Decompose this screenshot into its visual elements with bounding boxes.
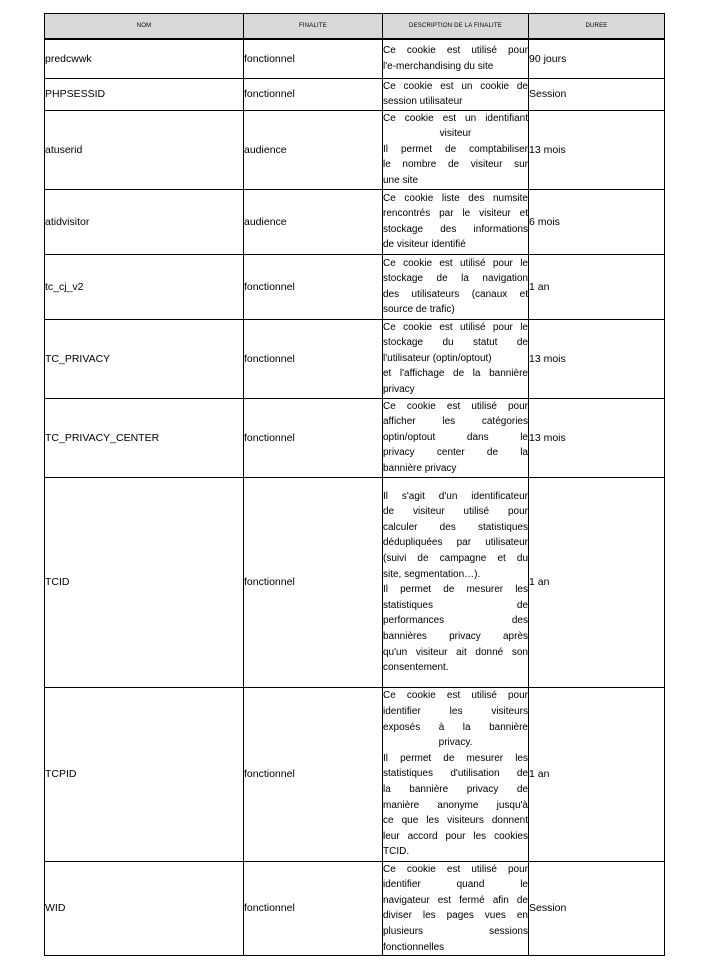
description-line: plusieurs sessions [383,926,528,938]
cookie-description-cell [383,319,529,398]
table-header-row [45,14,665,40]
description-line: l'e-merchandising du site [383,60,494,72]
cookie-description-cell [383,398,529,477]
table-row [45,477,665,687]
description-line: Il permet de mesurer les [383,752,528,764]
header-description: DESCRIPTION DE LA FINALITE [383,14,529,40]
description-line: identifier quand le [383,879,528,891]
description-line: Ce cookie est utilisé pour [383,400,528,412]
description-line: le nombre de visiteur sur [383,159,528,171]
description-line: leur accord pour les cookies [383,830,528,842]
table-row [45,189,665,254]
cookie-name-cell: TCID [45,477,244,687]
description-line: visiteur [439,128,472,140]
description-line: TCID. [383,846,410,858]
cookie-name-cell: PHPSESSID [45,78,244,110]
description-line: de visiteur utilisé pour [383,506,528,518]
cookie-description-cell [383,39,529,78]
description-line: fonctionnelles [383,941,445,953]
description-line: bannières privacy après [383,630,528,642]
cookie-duration-cell: Session [529,78,665,110]
cookie-name-cell: atidvisitor [45,189,244,254]
description-line: site, segmentation…). [383,568,481,580]
description-line: Ce cookie est utilisé pour [383,690,528,702]
cookie-name-cell: predcwwk [45,39,244,78]
description-line: Il permet de mesurer les [383,584,528,596]
header-nom: NOM [45,14,244,40]
cookie-description-cell [383,477,529,687]
cookie-duration-cell: 13 mois [529,110,665,189]
description-line: Ce cookie est utilisé pour [383,45,528,57]
table-row [45,687,665,861]
description-line: afficher les catégories [383,416,528,428]
description-line: consentement. [383,662,449,674]
description-line: stockage des informations [383,223,528,235]
cookie-duration-cell: 90 jours [529,39,665,78]
description-line: l'utilisateur (optin/optout) [383,352,492,364]
description-line: performances des [383,615,528,627]
cookie-purpose-cell: fonctionnel [244,319,383,398]
header-finalite: FINALITE [244,14,383,40]
cookie-description-cell [383,110,529,189]
description-line: exposés à la bannière [383,721,528,733]
description-line: statistiques d'utilisation de [383,768,528,780]
cookie-name-cell: TCPID [45,687,244,861]
table-row [45,110,665,189]
cookie-description-cell [383,861,529,956]
description-line: qu'un visiteur ait donné son [383,646,528,658]
description-line: bannière privacy [383,463,457,475]
description-line: de visiteur identifié [383,239,466,251]
description-line: navigateur est fermé afin de [383,894,528,906]
table-row [45,398,665,477]
cookie-duration-cell: 13 mois [529,398,665,477]
cookie-purpose-cell: audience [244,189,383,254]
table-row [45,861,665,956]
description-line: source de trafic) [383,304,455,316]
header-duree: DUREE [529,14,665,40]
description-line: Ce cookie est un identifiant [383,112,528,124]
cookie-duration-cell: Session [529,861,665,956]
description-line: Il permet de comptabiliser [383,143,528,155]
cookie-name-cell: TC_PRIVACY_CENTER [45,398,244,477]
description-line: stockage du statut de [383,337,528,349]
description-line: privacy [383,384,415,396]
cookie-duration-cell: 1 an [529,477,665,687]
description-line: dédupliquées par utilisateur [383,537,528,549]
description-line: Il s'agit d'un identificateur [383,490,528,502]
cookie-purpose-cell: fonctionnel [244,254,383,319]
cookie-name-cell: tc_cj_v2 [45,254,244,319]
cookie-purpose-cell: fonctionnel [244,687,383,861]
cookie-name-cell: TC_PRIVACY [45,319,244,398]
table-row [45,319,665,398]
description-line: identifier les visiteurs [383,705,528,717]
description-line: optin/optout dans le [383,431,528,443]
description-line: et l'affichage de la bannière [383,368,528,380]
cookie-purpose-cell: fonctionnel [244,477,383,687]
description-line: Ce cookie est un cookie de [383,80,528,92]
description-line: ce que les visiteurs donnent [383,815,528,827]
table-row [45,39,665,78]
cookie-purpose-cell: fonctionnel [244,861,383,956]
cookie-duration-cell: 13 mois [529,319,665,398]
cookie-description-cell [383,78,529,110]
table-row [45,254,665,319]
cookie-description-cell [383,189,529,254]
description-line: la bannière privacy de [383,783,528,795]
description-line: Ce cookie est utilisé pour le [383,321,528,333]
description-line: (suivi de campagne et du [383,552,528,564]
cookie-duration-cell: 1 an [529,254,665,319]
cookie-purpose-cell: fonctionnel [244,39,383,78]
description-line: calculer des statistiques [383,521,528,533]
description-line: Ce cookie liste des numsite [383,192,528,204]
table-body [45,39,665,956]
description-line: session utilisateur [383,96,463,108]
cookie-duration-cell: 1 an [529,687,665,861]
cookie-purpose-cell: fonctionnel [244,78,383,110]
description-line: une site [383,175,419,187]
description-line: rencontrés par le visiteur et [383,208,528,220]
table-row [45,78,665,110]
description-line: manière anonyme jusqu'à [383,799,528,811]
description-line: Ce cookie est utilisé pour le [383,257,528,269]
description-line: privacy center de la [383,447,528,459]
description-line: stockage de la navigation [383,273,528,285]
description-line: diviser les pages vues en [383,910,528,922]
cookie-description-cell [383,687,529,861]
cookie-purpose-cell: fonctionnel [244,398,383,477]
cookie-name-cell: atuserid [45,110,244,189]
description-line: Ce cookie est utilisé pour [383,863,528,875]
cookie-description-cell [383,254,529,319]
description-line: des utilisateurs (canaux et [383,288,528,300]
cookie-table [44,13,665,956]
cookie-duration-cell: 6 mois [529,189,665,254]
description-line: privacy. [438,737,473,749]
cookie-purpose-cell: audience [244,110,383,189]
description-line: statistiques de [383,599,528,611]
cookie-name-cell: WID [45,861,244,956]
